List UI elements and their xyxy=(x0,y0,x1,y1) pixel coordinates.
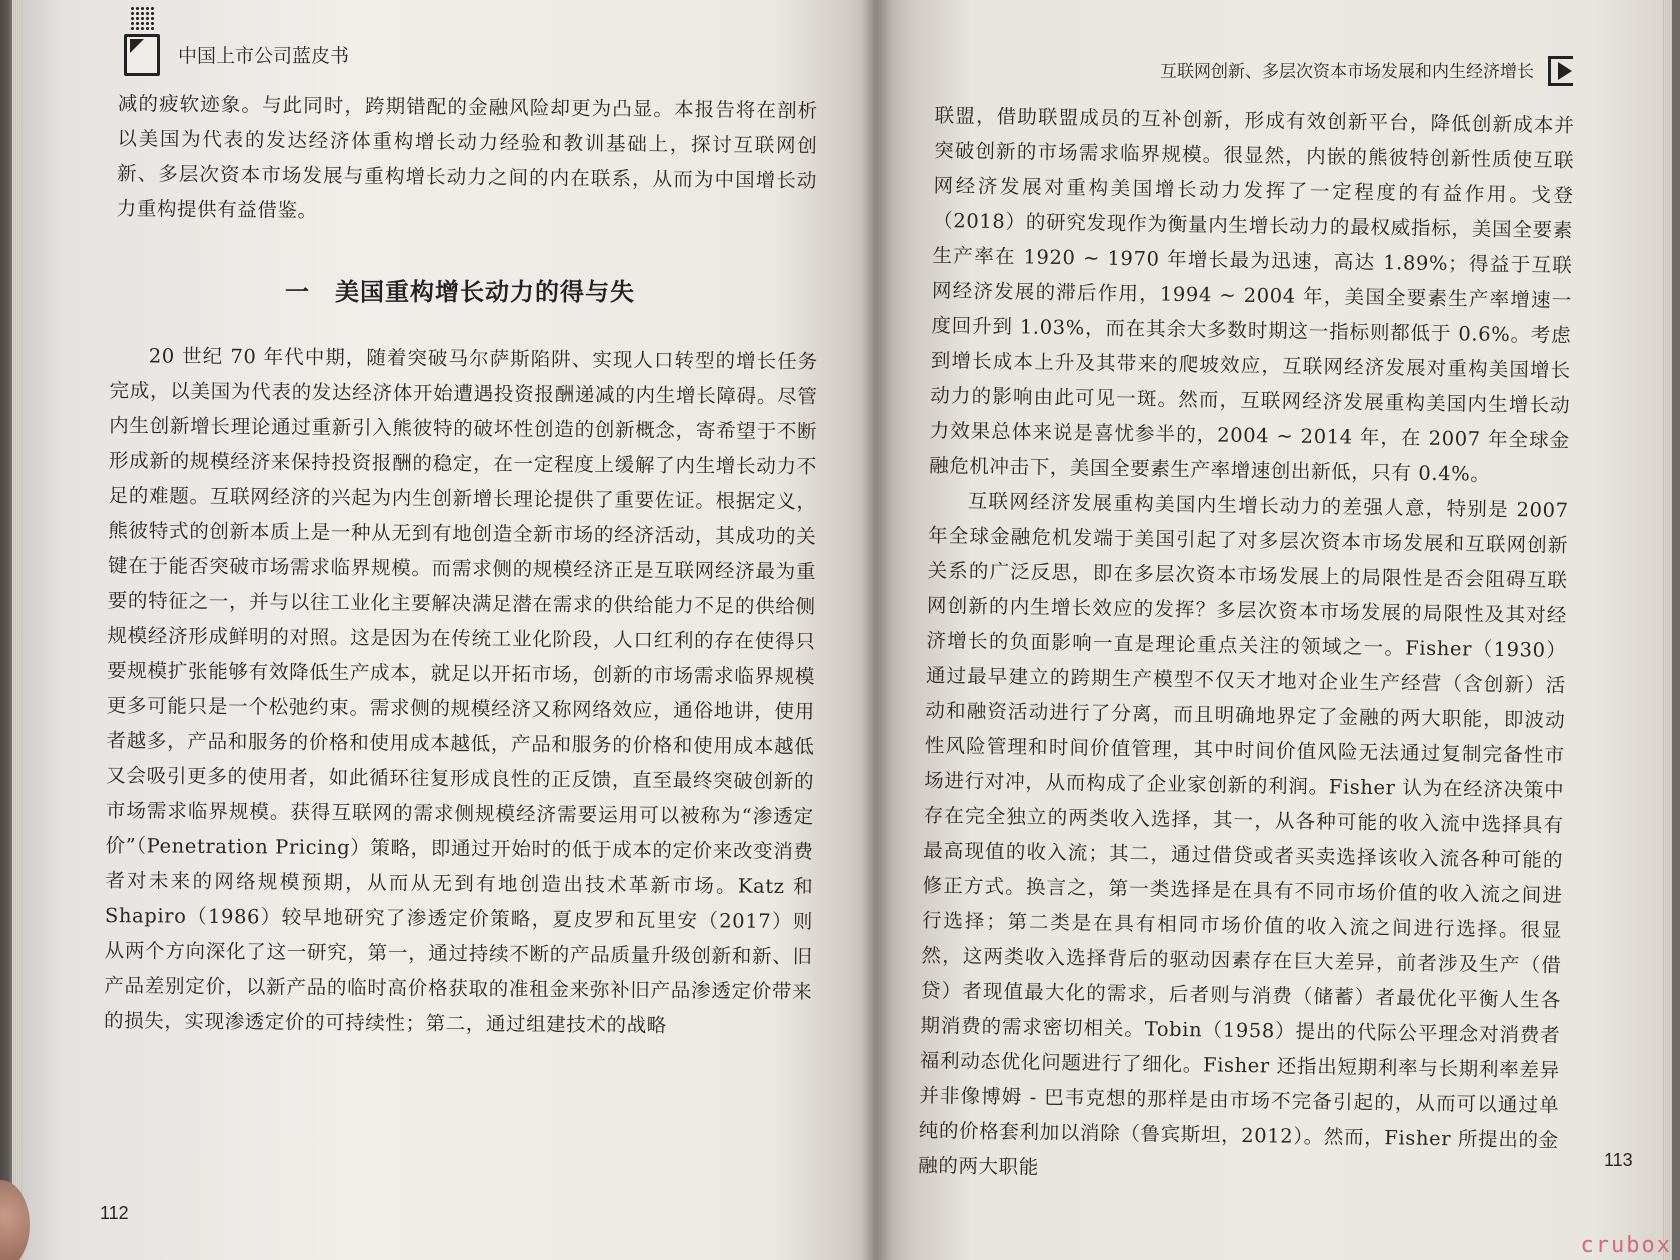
left-running-header xyxy=(120,6,349,76)
left-intro-paragraph xyxy=(117,86,818,233)
return-arrow-logo-icon xyxy=(1548,52,1580,86)
right-page-edge xyxy=(1662,0,1672,1260)
right-running-header xyxy=(1160,52,1580,86)
book-gutter xyxy=(862,0,892,1260)
right-para-1: 联盟，借助联盟成员的互补创新，形成有效创新平台，降低创新成本并突破创新的市场需求临界规模。很显然，内嵌的熊彼特创新性质使互联网经济发展对重构美国增长动力发挥了一定程度的有益作用。戈登（2018）的研究发现作为衡量内生增长动力的最权威指标，美国全要素生产率在 1920 ~ 1970 年增长最为迅速，高达 1.89%；得益于互联网经济发展的滞后作用，1994 ~ 2004 年，美国全要素生产率增速一度回升到 1.03%，而在其余大多数时期这一指标则都低于 0.6%。考虑到增长成本上升及其带来的爬坡效应，互联网经济发展对重构美国增长动力的影响由此可见一斑。然而，互联网经济发展重构美国内生增长动力效果总体来说是喜忧参半的，2004 ~ 2014 年，在 2007 年全球金融危机冲击下，美国全要素生产率增速创出新低，只有 0.4%。 xyxy=(929,103,1575,486)
right-para-2: 互联网经济发展重构美国内生增长动力的差强人意，特别是 2007 年全球金融危机发端于美国引起了对多层次资本市场发展和互联网创新关系的广泛反思，即在多层次资本市场发展上的局限性是否会阻碍互联网创新的内生增长效应的发挥？多层次资本市场发展的局限性及其对经济增长的负面影响一直是理论重点关注的领域之一。Fisher（1930）通过最早建立的跨期生产模型不仅天才地对企业生产经营（含创新）活动和融资活动进行了分离，而且明确地界定了金融的两大职能，即波动性风险管理和时间价值管理，其中时间价值风险无法通过复制完备性市场进行对冲，从而构成了企业家创新的利润。Fisher 认为在经济决策中存在完全独立的两类收入选择，其一，从各种可能的收入流中选择具有最高现值的收入流；其二，通过借贷或者买卖选择该收入流各种可能的修正方式。换言之，第一类选择是在具有不同市场价值的收入流之间进行选择；第二类是在具有相同市场价值的收入流之间进行选择。很显然，这两类收入选择背后的驱动因素存在巨大差异，前者涉及生产（借贷）者现值最大化的需求，后者则与消费（储蓄）者最优化平衡人生各期消费的需求密切相关。Tobin（1958）提出的代际公平理念对消费者福利动态优化问题进行了细化。Fisher 还指出短期利率与长期利率差异并非像博姆 - 巴韦克想的那样是由市场不完备引起的，从而可以通过单纯的价格套利加以消除（鲁宾斯坦，2012）。然而，Fisher 所提出的金融的两大职能 xyxy=(918,489,1569,1179)
left-header-title: 中国上市公司蓝皮书 xyxy=(178,45,350,67)
section-heading: 一 美国重构增长动力的得与失 xyxy=(285,278,635,306)
left-body-text: 20 世纪 70 年代中期，随着突破马尔萨斯陷阱、实现人口转型的增长任务完成，以美国为代表的发达经济体开始遭遇投资报酬递减的内生增长障碍。尽管内生创新增长理论通过重新引入熊彼特的破坏性创造的创新概念，寄希望于不断形成新的规模经济来保持投资报酬的稳定，在一定程度上缓解了内生增长动力不足的难题。互联网经济的兴起为内生创新增长理论提供了重要佐证。根据定义，熊彼特式的创新本质上是一种从无到有地创造全新市场的经济活动，其成功的关键在于能否突破市场需求临界规模。而需求侧的规模经济正是互联网经济最为重要的特征之一，并与以往工业化主要解决满足潜在需求的供给能力不足的供给侧规模经济形成鲜明的对照。这是因为在传统工业化阶段，人口红利的存在使得只要规模扩张能够有效降低生产成本，就足以开拓市场，创新的市场需求临界规模更多可能只是一个松弛约束。需求侧的规模经济又称网络效应，通俗地讲，使用者越多，产品和服务的价格和使用成本越低，产品和服务的价格和使用成本越低又会吸引更多的使用者，如此循环往复形成良性的正反馈，直至最终突破创新的市场需求临界规模。获得互联网的需求侧规模经济需要运用可以被称为“渗透定价”（Penetration Pricing）策略，即通过开始时的低于成本的定价来改变消费者对未来的网络规模预期，从而从无到有地创造出技术革新市场。Katz 和 Shapiro（1986）较早地研究了渗透定价策略，夏皮罗和瓦里安（2017）则从两个方向深化了这一研究，第一，通过持续不断的产品质量升级创新和新、旧产品差别定价，以新产品的临时高价格获取的准租金来弥补旧产品渗透定价带来的损失，实现渗透定价的可持续性；第二，通过组建技术的战略 xyxy=(103,344,818,1037)
right-header-title: 互联网创新、多层次资本市场发展和内生经济增长 xyxy=(1160,61,1534,82)
left-page-number: 112 xyxy=(100,1203,129,1223)
right-page-number: 113 xyxy=(1604,1150,1633,1170)
watermark: crubox xyxy=(1580,1233,1672,1258)
intro-text: 减的疲软迹象。与此同时，跨期错配的金融风险却更为凸显。本报告将在剖析以美国为代表的发达经济体重构增长动力经验和教训基础上，探讨互联网创新、多层次资本市场发展与重构增长动力之间的内在联系，从而为中国增长动力重构提供有益借鉴。 xyxy=(116,91,818,223)
left-body-paragraph xyxy=(104,338,818,1044)
left-page-edge xyxy=(12,0,22,1260)
book-arrow-logo-icon xyxy=(120,6,164,76)
right-body xyxy=(918,98,1575,1193)
